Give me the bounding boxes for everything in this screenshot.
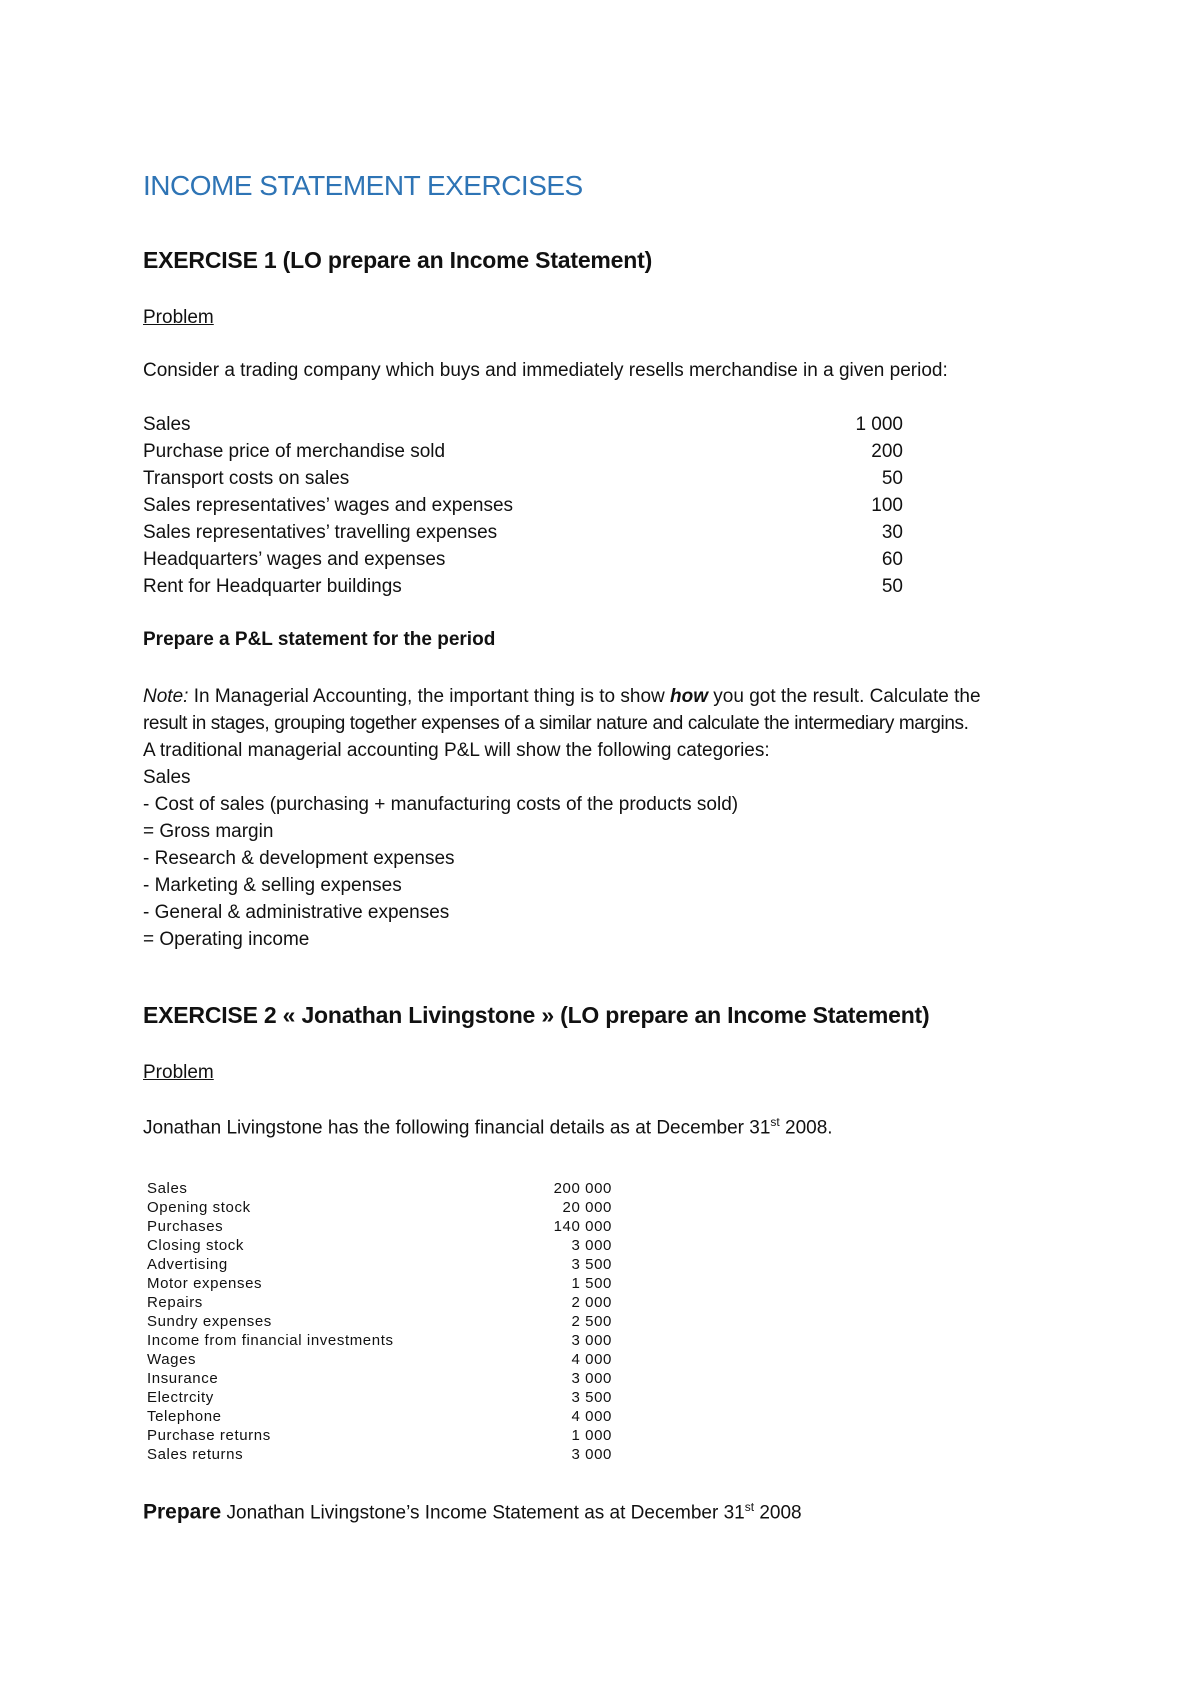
exercise-1-note — [143, 683, 1073, 953]
list-item — [147, 1180, 612, 1199]
list-item — [147, 1313, 612, 1332]
item-value: 60 — [881, 549, 903, 570]
item-label: Purchases — [147, 1218, 224, 1235]
exercise-2-heading: EXERCISE 2 « Jonathan Livingstone » (LO prepare an Income Statement) — [143, 1002, 930, 1028]
intro-year: 2008. — [779, 1117, 833, 1139]
list-item — [143, 549, 903, 576]
item-label: Purchase returns — [147, 1427, 271, 1444]
list-item — [143, 495, 903, 522]
list-item — [147, 1370, 612, 1389]
item-value: 20 000 — [562, 1199, 612, 1216]
item-label: Sales representatives’ travelling expenses — [143, 522, 498, 543]
note-line: A traditional managerial accounting P&L will show the following categories: — [143, 740, 770, 761]
item-label: Income from financial investments — [147, 1332, 394, 1349]
note-emphasis: how — [670, 686, 709, 707]
list-item — [147, 1256, 612, 1275]
item-value: 100 — [871, 495, 903, 516]
item-label: Opening stock — [147, 1199, 251, 1216]
item-label: Closing stock — [147, 1237, 245, 1254]
exercise-1-problem-label: Problem — [143, 307, 214, 328]
list-item — [143, 468, 903, 495]
note-first-line — [143, 683, 1073, 710]
list-item — [147, 1351, 612, 1370]
item-value: 1 500 — [571, 1275, 612, 1292]
item-label: Sales — [147, 1180, 188, 1197]
item-value: 140 000 — [553, 1218, 612, 1235]
item-value: 1 000 — [571, 1427, 612, 1444]
task-text: Jonathan Livingstone’s Income Statement as at December 31 — [221, 1502, 745, 1524]
intro-text: Jonathan Livingstone has the following financial details as at December 31 — [143, 1117, 771, 1139]
item-label: Purchase price of merchandise sold — [143, 441, 446, 462]
item-label: Sundry expenses — [147, 1313, 272, 1330]
item-label: Wages — [147, 1351, 197, 1368]
exercise-1-heading: EXERCISE 1 (LO prepare an Income Statement) — [143, 247, 653, 273]
list-item — [147, 1237, 612, 1256]
list-item — [147, 1199, 612, 1218]
item-label: Sales returns — [147, 1446, 244, 1463]
item-label: Rent for Headquarter buildings — [143, 576, 402, 597]
task-year: 2008 — [754, 1502, 802, 1524]
item-value: 4 000 — [571, 1351, 612, 1368]
item-value: 50 — [881, 468, 903, 489]
exercise-2-task — [143, 1500, 802, 1524]
list-item — [143, 576, 903, 603]
list-item — [147, 1275, 612, 1294]
list-item — [147, 1446, 612, 1465]
exercise-1-intro: Consider a trading company which buys and immediately resells merchandise in a given period: — [143, 360, 948, 381]
item-label: Insurance — [147, 1370, 219, 1387]
exercise-2-intro — [143, 1115, 833, 1139]
item-label: Telephone — [147, 1408, 222, 1425]
list-item — [143, 414, 903, 441]
item-value: 200 000 — [553, 1180, 612, 1197]
item-value: 2 000 — [571, 1294, 612, 1311]
item-label: Sales — [143, 414, 191, 435]
exercise-2-problem-label: Problem — [143, 1062, 214, 1083]
item-value: 3 000 — [571, 1332, 612, 1349]
item-value: 30 — [881, 522, 903, 543]
item-value: 50 — [881, 576, 903, 597]
item-label: Motor expenses — [147, 1275, 263, 1292]
list-item — [147, 1389, 612, 1408]
item-value: 2 500 — [571, 1313, 612, 1330]
list-item — [147, 1427, 612, 1446]
item-value: 200 — [871, 441, 903, 462]
item-label: Repairs — [147, 1294, 203, 1311]
note-line: result in stages, grouping together expenses of a similar nature and calculate the intermediary margins. — [143, 713, 969, 734]
document-title: INCOME STATEMENT EXERCISES — [143, 170, 583, 201]
note-text-1: In Managerial Accounting, the important thing is to show — [188, 686, 671, 707]
item-label: Advertising — [147, 1256, 228, 1273]
note-line: - Marketing & selling expenses — [143, 875, 402, 896]
item-value: 3 000 — [571, 1370, 612, 1387]
task-superscript: st — [744, 1500, 755, 1514]
note-line: = Gross margin — [143, 821, 274, 842]
item-value: 3 500 — [571, 1389, 612, 1406]
list-item — [147, 1408, 612, 1427]
item-value: 3 500 — [571, 1256, 612, 1273]
note-text-2: you got the result. Calculate the — [708, 686, 981, 707]
note-line: - Research & development expenses — [143, 848, 455, 869]
intro-superscript: st — [770, 1115, 780, 1129]
note-line: = Operating income — [143, 929, 310, 950]
item-value: 3 000 — [571, 1237, 612, 1254]
list-item — [143, 522, 903, 549]
note-line: - General & administrative expenses — [143, 902, 450, 923]
item-value: 4 000 — [571, 1408, 612, 1425]
list-item — [147, 1332, 612, 1351]
task-bold-word: Prepare — [143, 1500, 222, 1524]
list-item — [147, 1294, 612, 1313]
item-label: Sales representatives’ wages and expenses — [143, 495, 514, 516]
item-label: Electrcity — [147, 1389, 214, 1406]
note-line: - Cost of sales (purchasing + manufacturing costs of the products sold) — [143, 794, 739, 815]
note-label: Note: — [143, 686, 189, 707]
item-value: 1 000 — [855, 414, 903, 435]
item-value: 3 000 — [571, 1446, 612, 1463]
item-label: Headquarters’ wages and expenses — [143, 549, 446, 570]
note-line: Sales — [143, 767, 191, 788]
item-label: Transport costs on sales — [143, 468, 350, 489]
list-item — [147, 1218, 612, 1237]
list-item — [143, 441, 903, 468]
exercise-1-task: Prepare a P&L statement for the period — [143, 629, 496, 650]
